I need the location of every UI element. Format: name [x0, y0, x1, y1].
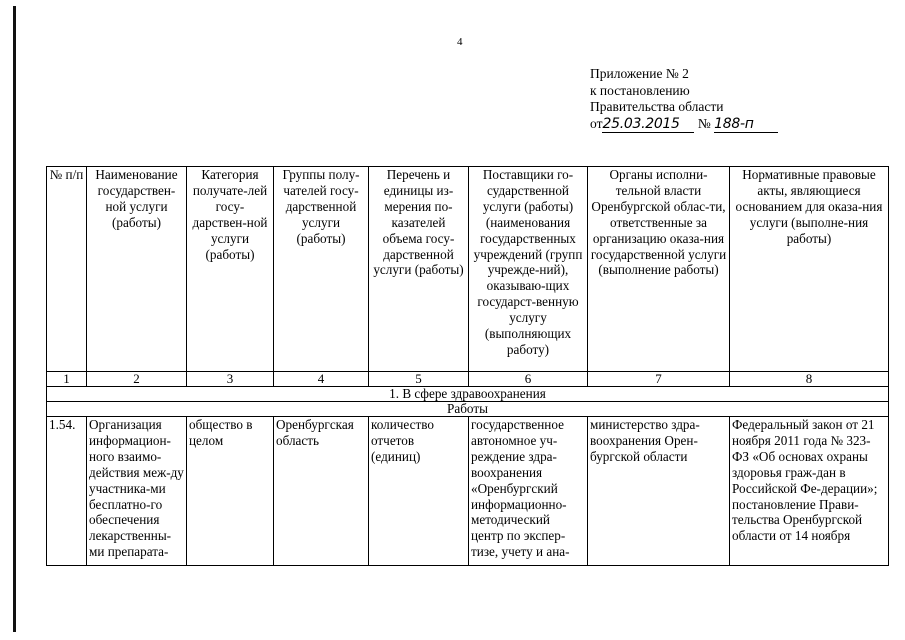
header-cell-providers: Поставщики го-сударственной услуги (работы) (наименования государственных учреждений (групп учрежде-ний), оказываю-щих государст-венную услугу (выполняющих работу) — [469, 167, 588, 372]
row-num: 1.54. — [47, 417, 87, 566]
column-number: 7 — [588, 372, 730, 387]
number-prefix: № — [697, 115, 711, 131]
row-legal-acts: Федеральный закон от 21 ноября 2011 года № 323-ФЗ «Об основах охраны здоровья граж-дан в Российской Фе-дерации»; постановление Прави-тельства Оренбургской области от 14 ноября — [730, 417, 889, 566]
header-cell-category: Категория получате-лей госу-дарствен-ной услуги (работы) — [187, 167, 274, 372]
row-service-name: Организация информацион-ного взаимо-действия меж-ду участника-ми бесплатно-го обеспечения лекарственны-ми препарата- — [87, 417, 187, 566]
row-providers: государственное автономное уч-реждение здра-воохранения «Оренбургский информационно-методический центр по экспер-тизе, учету и ана- — [469, 417, 588, 566]
section-title: 1. В сфере здравоохранения — [47, 387, 889, 402]
column-number: 1 — [47, 372, 87, 387]
row-authority: министерство здра-воохранения Орен-бургской области — [588, 417, 730, 566]
appendix-block — [590, 66, 778, 133]
column-number: 5 — [369, 372, 469, 387]
appendix-line-2: к постановлению — [590, 82, 690, 98]
handwritten-number: 188-п — [714, 116, 778, 134]
column-number: 3 — [187, 372, 274, 387]
page-edge-bar — [13, 6, 16, 632]
table-row — [47, 417, 889, 566]
appendix-line-3: Правительства области — [590, 99, 724, 114]
header-cell-name: Наименование государствен-ной услуги (работы) — [87, 167, 187, 372]
header-cell-groups: Группы полу-чателей госу-дарственной услуги (работы) — [274, 167, 369, 372]
subsection-title: Работы — [47, 402, 889, 417]
header-row — [47, 167, 889, 372]
handwritten-date: 25.03.2015 — [602, 116, 694, 134]
header-cell-legal-acts: Нормативные правовые акты, являющиеся основанием для оказа-ния услуги (выполне-ния работы) — [730, 167, 889, 372]
row-groups: Оренбургская область — [274, 417, 369, 566]
page-number: 4 — [457, 36, 463, 48]
date-prefix: от — [590, 115, 603, 131]
subsection-row — [47, 402, 889, 417]
column-number: 6 — [469, 372, 588, 387]
header-cell-num: № п/п — [47, 167, 87, 372]
row-category: общество в целом — [187, 417, 274, 566]
column-number-row — [47, 372, 889, 387]
column-number: 4 — [274, 372, 369, 387]
appendix-title: Приложение № 2 — [590, 66, 689, 81]
services-table — [46, 166, 889, 566]
header-cell-authority: Органы исполни-тельной власти Оренбургской облас-ти, ответственные за организацию оказа-ния государственной услуги (выполнение работы) — [588, 167, 730, 372]
column-number: 2 — [87, 372, 187, 387]
appendix-date-line — [590, 116, 778, 134]
row-indicators: количество отчетов (единиц) — [369, 417, 469, 566]
section-row — [47, 387, 889, 402]
column-number: 8 — [730, 372, 889, 387]
header-cell-indicators: Перечень и единицы из-мерения по-казателей объема госу-дарственной услуги (работы) — [369, 167, 469, 372]
